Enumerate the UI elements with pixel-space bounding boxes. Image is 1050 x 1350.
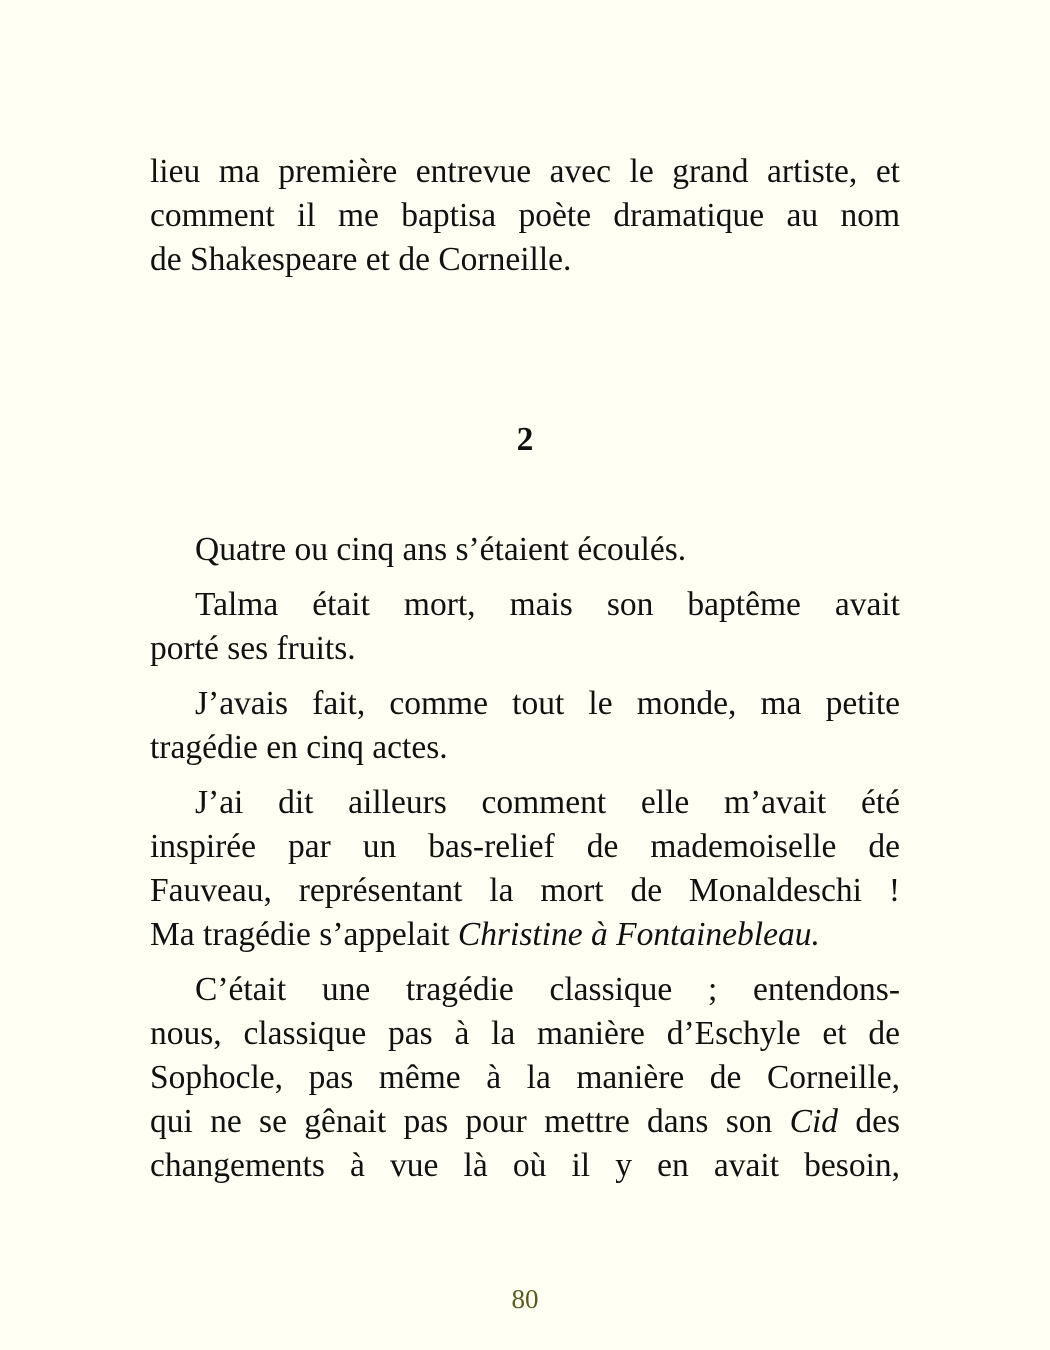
paragraph: [150, 682, 900, 770]
text-line: C’était une tragédie classique ; entendons-: [195, 971, 900, 1008]
text-line: changements à vue là où il y en avait besoin,: [150, 1147, 900, 1184]
text-line: [150, 1100, 900, 1144]
paragraph: [150, 583, 900, 671]
play-title: Cid: [789, 1103, 839, 1140]
text-line: Talma était mort, mais son baptême avait: [195, 586, 900, 623]
paragraph: [150, 528, 900, 572]
text-line: Quatre ou cinq ans s’étaient écoulés.: [195, 531, 687, 568]
chapter-number: 2: [516, 421, 534, 458]
text-line: tragédie en cinq actes.: [150, 729, 448, 766]
play-title: Christine à Fontainebleau.: [457, 916, 820, 953]
text-line: J’ai dit ailleurs comment elle m’avait été: [195, 784, 900, 821]
continuation-paragraph: [150, 150, 900, 282]
page-number: 80: [511, 1284, 539, 1314]
text-line: lieu ma première entrevue avec le grand artiste, et: [150, 153, 900, 190]
text-fragment: qui ne se gênait pas pour mettre dans son: [150, 1103, 790, 1140]
text-line: porté ses fruits.: [150, 630, 356, 667]
text-line: Fauveau, représentant la mort de Monaldeschi !: [150, 872, 900, 909]
text-line: de Shakespeare et de Corneille.: [150, 241, 572, 278]
text-line: Sophocle, pas même à la manière de Corneille,: [150, 1059, 900, 1096]
page-content: [150, 150, 900, 1184]
text-line: inspirée par un bas-relief de mademoiselle de: [150, 828, 900, 865]
text-fragment: des: [838, 1103, 900, 1140]
text-line: comment il me baptisa poète dramatique au nom: [150, 197, 900, 234]
chapter-body: [150, 528, 900, 1199]
paragraph: [150, 781, 900, 957]
text-fragment: Ma tragédie s’appelait: [150, 916, 458, 953]
paragraph: [150, 968, 900, 1188]
text-line: [150, 913, 900, 957]
text-line: nous, classique pas à la manière d’Eschyle et de: [150, 1015, 900, 1052]
text-line: J’avais fait, comme tout le monde, ma petite: [195, 685, 900, 722]
